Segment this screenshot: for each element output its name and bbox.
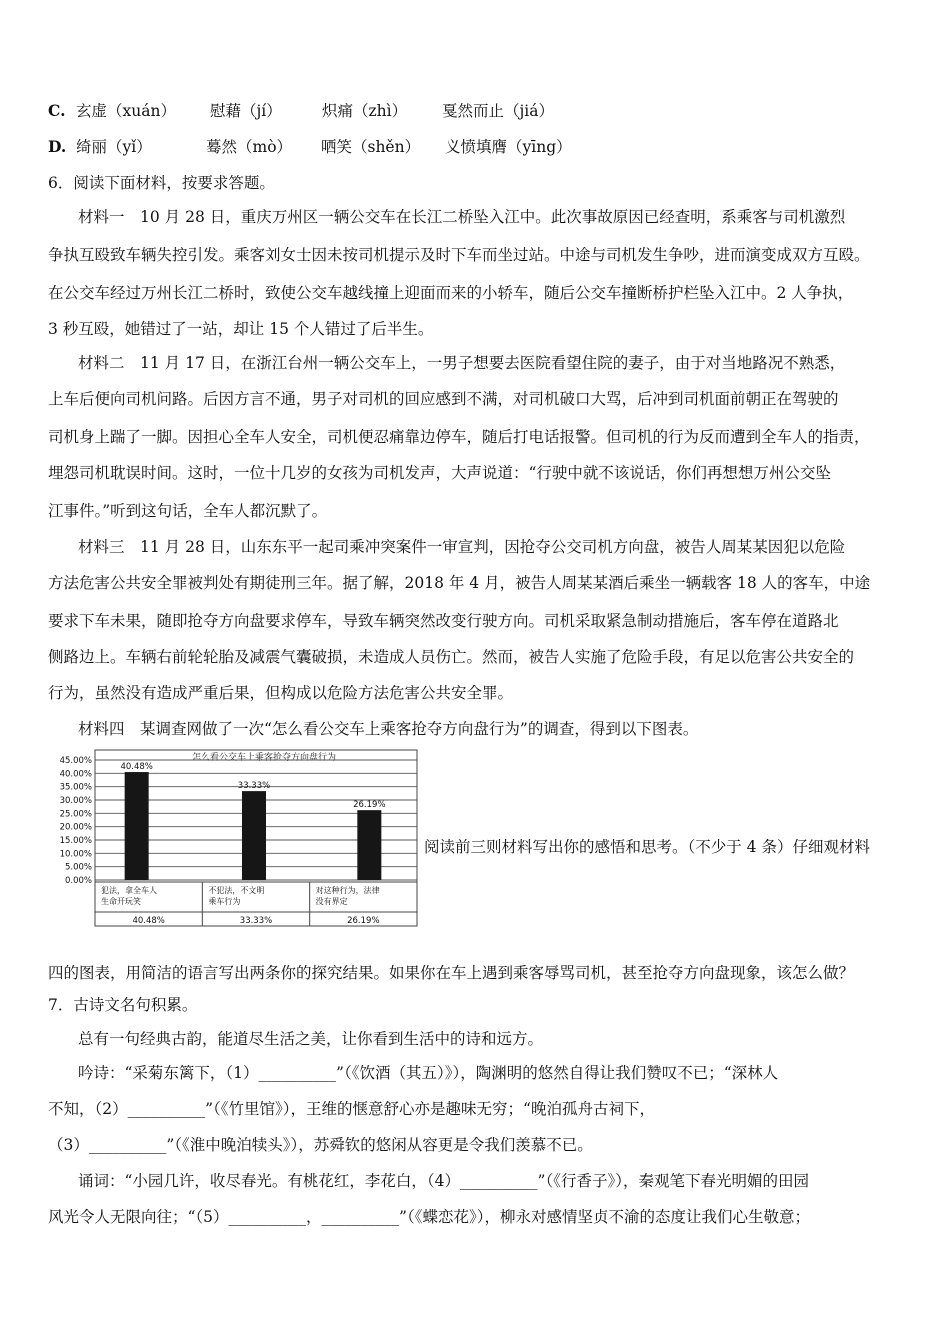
option-d (48, 136, 572, 158)
chart-table-value: 40.48% (132, 916, 165, 926)
chart-y-tick-label: 20.00% (59, 822, 92, 833)
chart-category-label: 乘车行为 (208, 897, 241, 906)
chart-bar (125, 772, 149, 880)
task-text-right: 阅读前三则材料写出你的感悟和思考。（不少于 4 条）仔细观材料 (424, 838, 870, 856)
chart-bar (357, 810, 381, 880)
option-c-word-4: 戛然而止（jiá） (442, 102, 555, 120)
material-1-line: 3 秒互殴，她错过了一站，却让 15 个人错过了后半生。 (48, 320, 434, 338)
q6-heading: 6．阅读下面材料，按要求答题。 (48, 174, 275, 192)
survey-chart (55, 748, 420, 928)
material-2-line: 埋怨司机耽误时间。这时，一位十几岁的女孩为司机发声，大声说道：“行驶中就不该说话，你们再想想万州公交坠 (48, 464, 831, 482)
chart-category-label: 犯法，拿全车人 (101, 886, 157, 895)
chart-table-value: 33.33% (239, 916, 273, 926)
material-3-line: 侧路边上。车辆右前轮轮胎及减震气囊破损，未造成人员伤亡。然而，被告人实施了危险手段，有足以危害公共安全的 (48, 648, 855, 666)
chart-y-tick-label: 0.00% (64, 876, 92, 886)
material-3-line: 要求下车未果，随即抢夺方向盘要求停车，导致车辆突然改变行驶方向。司机采取紧急制动措施后，客车停在道路北 (48, 612, 839, 630)
material-3-line: 材料三 11 月 28 日，山东东平一起司乘冲突案件一审宣判，因抢夺公交司机方向盘，被告人周某某因犯以危险 (78, 538, 846, 556)
option-c-word-2: 慰藉（jí） (210, 102, 282, 120)
chart-data-label: 33.33% (237, 781, 271, 792)
chart-category-label: 对这种行为，法律 (315, 886, 380, 895)
material-3-line: 方法危害公共安全罪被判处有期徒刑三年。据了解，2018 年 4 月，被告人周某某酒后乘坐一辆载客 18 人的客车，中途 (48, 574, 871, 592)
q7-line: 吟诗：“采菊东篱下，（1）__________”（《饮酒（其五）》），陶渊明的悠然自得让我们赞叹不已；“深林人 (78, 1064, 779, 1082)
chart-y-tick-label: 35.00% (59, 782, 92, 793)
material-1-line: 争执互殴致车辆失控引发。乘客刘女士因未按司机提示及时下车而坐过站。中途与司机发生争吵，进而演变成双方互殴。 (48, 246, 870, 264)
option-c (48, 100, 554, 122)
option-d-letter: D. (48, 137, 67, 156)
material-4-line: 材料四 某调查网做了一次“怎么看公交车上乘客抢夺方向盘行为”的调查，得到以下图表。 (78, 720, 699, 738)
chart-y-tick-label: 40.00% (59, 769, 92, 780)
chart-category-label: 没有界定 (315, 897, 348, 906)
chart-y-tick-label: 45.00% (59, 756, 92, 766)
chart-data-label: 26.19% (353, 800, 386, 811)
q7-line: （3）__________”（《淮中晚泊犊头》），苏舜钦的悠闲从容更是令我们羡慕不已。 (48, 1136, 593, 1154)
option-d-word-3: 哂笑（shěn） (321, 138, 421, 156)
survey-chart-svg (55, 748, 420, 928)
chart-y-tick-label: 5.00% (64, 862, 92, 873)
option-d-word-4: 义愤填膺（yīng） (445, 138, 572, 156)
q7-heading: 7．古诗文名句积累。 (48, 996, 198, 1014)
material-2-line: 司机身上踹了一脚。因担心全车人安全，司机便忍痛靠边停车，随后打电话报警。但司机的行为反而遭到全车人的指责， (48, 428, 870, 446)
chart-y-tick-label: 30.00% (59, 796, 92, 806)
material-1-line: 材料一 10 月 28 日，重庆万州区一辆公交车在长江二桥坠入江中。此次事故原因已经查明，系乘客与司机激烈 (78, 208, 846, 226)
q7-line: 不知，（2）__________”（《竹里馆》），王维的惬意舒心亦是趣味无穷；“晚泊孤舟古祠下， (48, 1100, 655, 1118)
q7-line: 风光令人无限向往；“（5）__________，__________”（《蝶恋花》），柳永对感情坚贞不渝的态度让我们心生敬意； (48, 1208, 810, 1226)
chart-bar (242, 791, 266, 880)
material-2-line: 材料二 11 月 17 日，在浙江台州一辆公交车上，一男子想要去医院看望住院的妻子，由于对当地路况不熟悉， (78, 354, 846, 372)
chart-table-value: 26.19% (347, 916, 380, 926)
material-2-line: 上车后便向司机问路。后因方言不通，男子对司机的回应感到不满，对司机破口大骂，后冲到司机面前朝正在驾驶的 (48, 390, 839, 408)
task-text-continued: 四的图表，用简洁的语言写出两条你的探究结果。如果你在车上遇到乘客辱骂司机，甚至抢夺方向盘现象，该怎么做？ (48, 964, 855, 982)
chart-data-label: 40.48% (120, 762, 153, 773)
option-c-word-1: 玄虚（xuán） (76, 102, 176, 120)
chart-category-label: 不犯法，不文明 (208, 886, 265, 895)
option-d-word-2: 蓦然（mò） (206, 138, 293, 156)
option-d-word-1: 绮丽（yǐ） (76, 138, 152, 156)
q7-line: 诵词：“小园几许，收尽春光。有桃花红，李花白，（4）__________”（《行香子》），秦观笔下春光明媚的田园 (78, 1172, 809, 1190)
chart-y-tick-label: 25.00% (59, 809, 92, 820)
chart-title: 怎么看公交车上乘客抢夺方向盘行为 (191, 753, 337, 763)
chart-category-label: 生命开玩笑 (101, 897, 141, 906)
material-1-line: 在公交车经过万州长江二桥时，致使公交车越线撞上迎面而来的小轿车，随后公交车撞断桥护栏坠入江中。2 人争执， (48, 284, 854, 302)
option-c-word-3: 炽痛（zhì） (322, 102, 408, 120)
chart-y-tick-label: 10.00% (59, 849, 92, 860)
material-2-line: 江事件。”听到这句话，全车人都沉默了。 (48, 502, 328, 520)
material-3-line: 行为，虽然没有造成严重后果，但构成以危险方法危害公共安全罪。 (48, 684, 514, 702)
option-c-letter: C. (48, 101, 66, 120)
chart-y-tick-label: 15.00% (59, 836, 92, 846)
q7-intro: 总有一句经典古韵，能道尽生活之美，让你看到生活中的诗和远方。 (78, 1030, 544, 1048)
